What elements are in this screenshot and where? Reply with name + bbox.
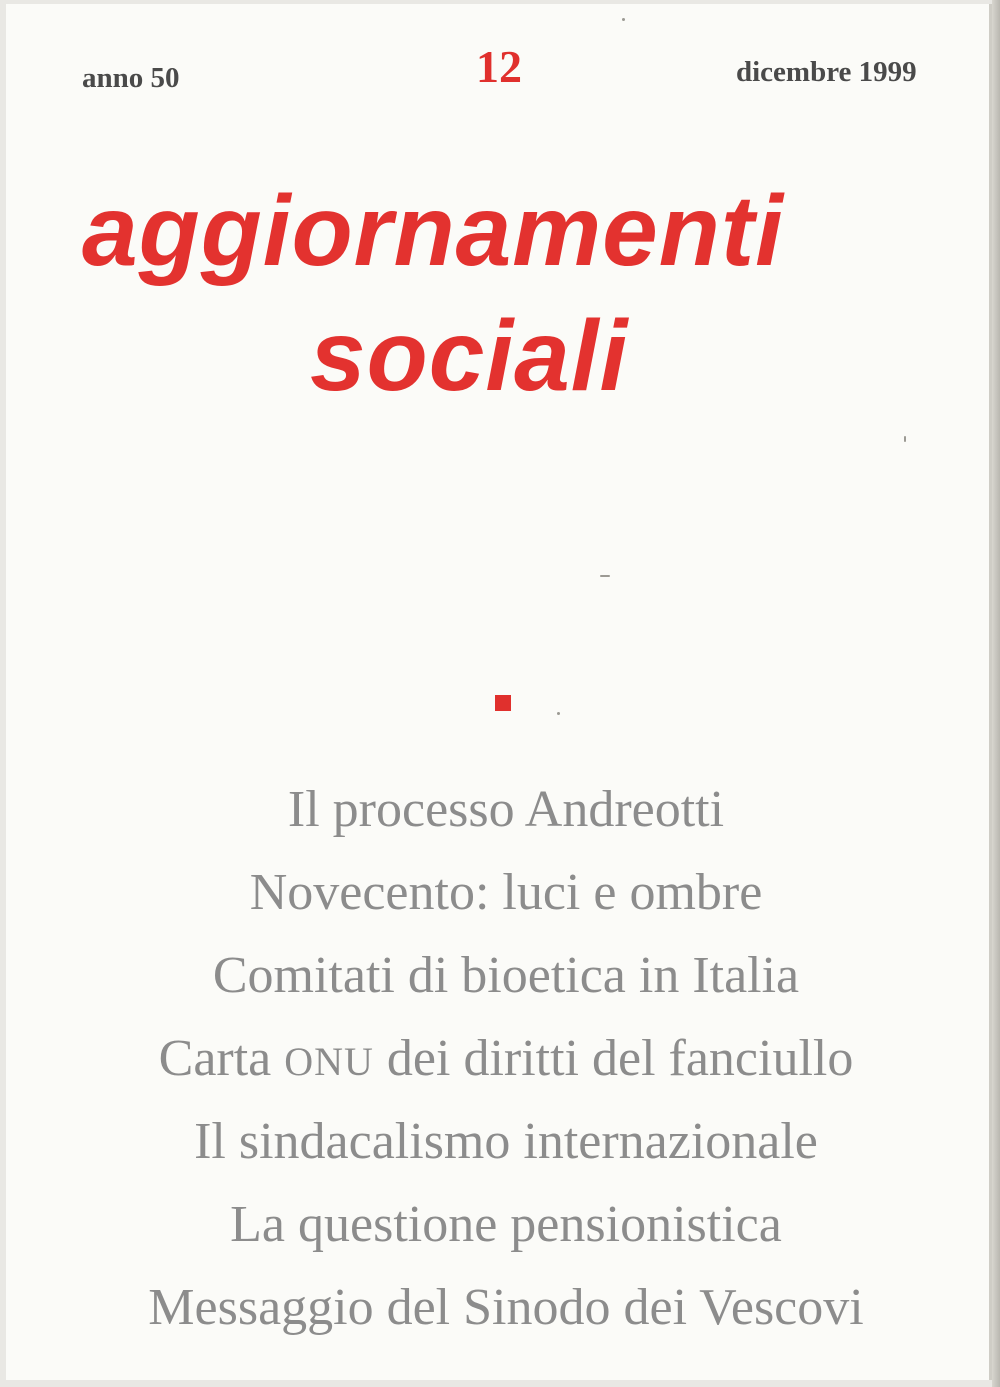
contents-item: Il sindacalismo internazionale [194, 1113, 818, 1170]
magazine-cover [6, 4, 992, 1380]
year-label: anno 50 [82, 62, 180, 94]
red-square-ornament [495, 695, 511, 711]
contents-item: Novecento: luci e ombre [249, 864, 763, 921]
paper-speck [904, 436, 906, 442]
contents-item: Comitati di bioetica in Italia [212, 947, 800, 1004]
paper-speck [600, 575, 610, 577]
issue-number: 12 [476, 41, 522, 92]
contents-item [6, 1017, 1000, 1100]
page-edge [992, 0, 1000, 1387]
contents-item-part: Carta [158, 1030, 285, 1087]
masthead-line-1: aggiornamenti [82, 175, 784, 287]
paper-speck [622, 18, 625, 21]
contents-item-part: dei diritti del fanciullo [373, 1030, 854, 1087]
contents-item: La questione pensionistica [230, 1196, 782, 1253]
masthead-line-2: sociali [310, 300, 629, 412]
table-of-contents [6, 768, 1000, 1349]
paper-speck [557, 712, 560, 715]
contents-item: Messaggio del Sinodo dei Vescovi [148, 1279, 864, 1336]
date-label: dicembre 1999 [736, 56, 917, 88]
contents-item-abbrev: ONU [284, 1039, 374, 1084]
contents-item: Il processo Andreotti [287, 781, 725, 838]
